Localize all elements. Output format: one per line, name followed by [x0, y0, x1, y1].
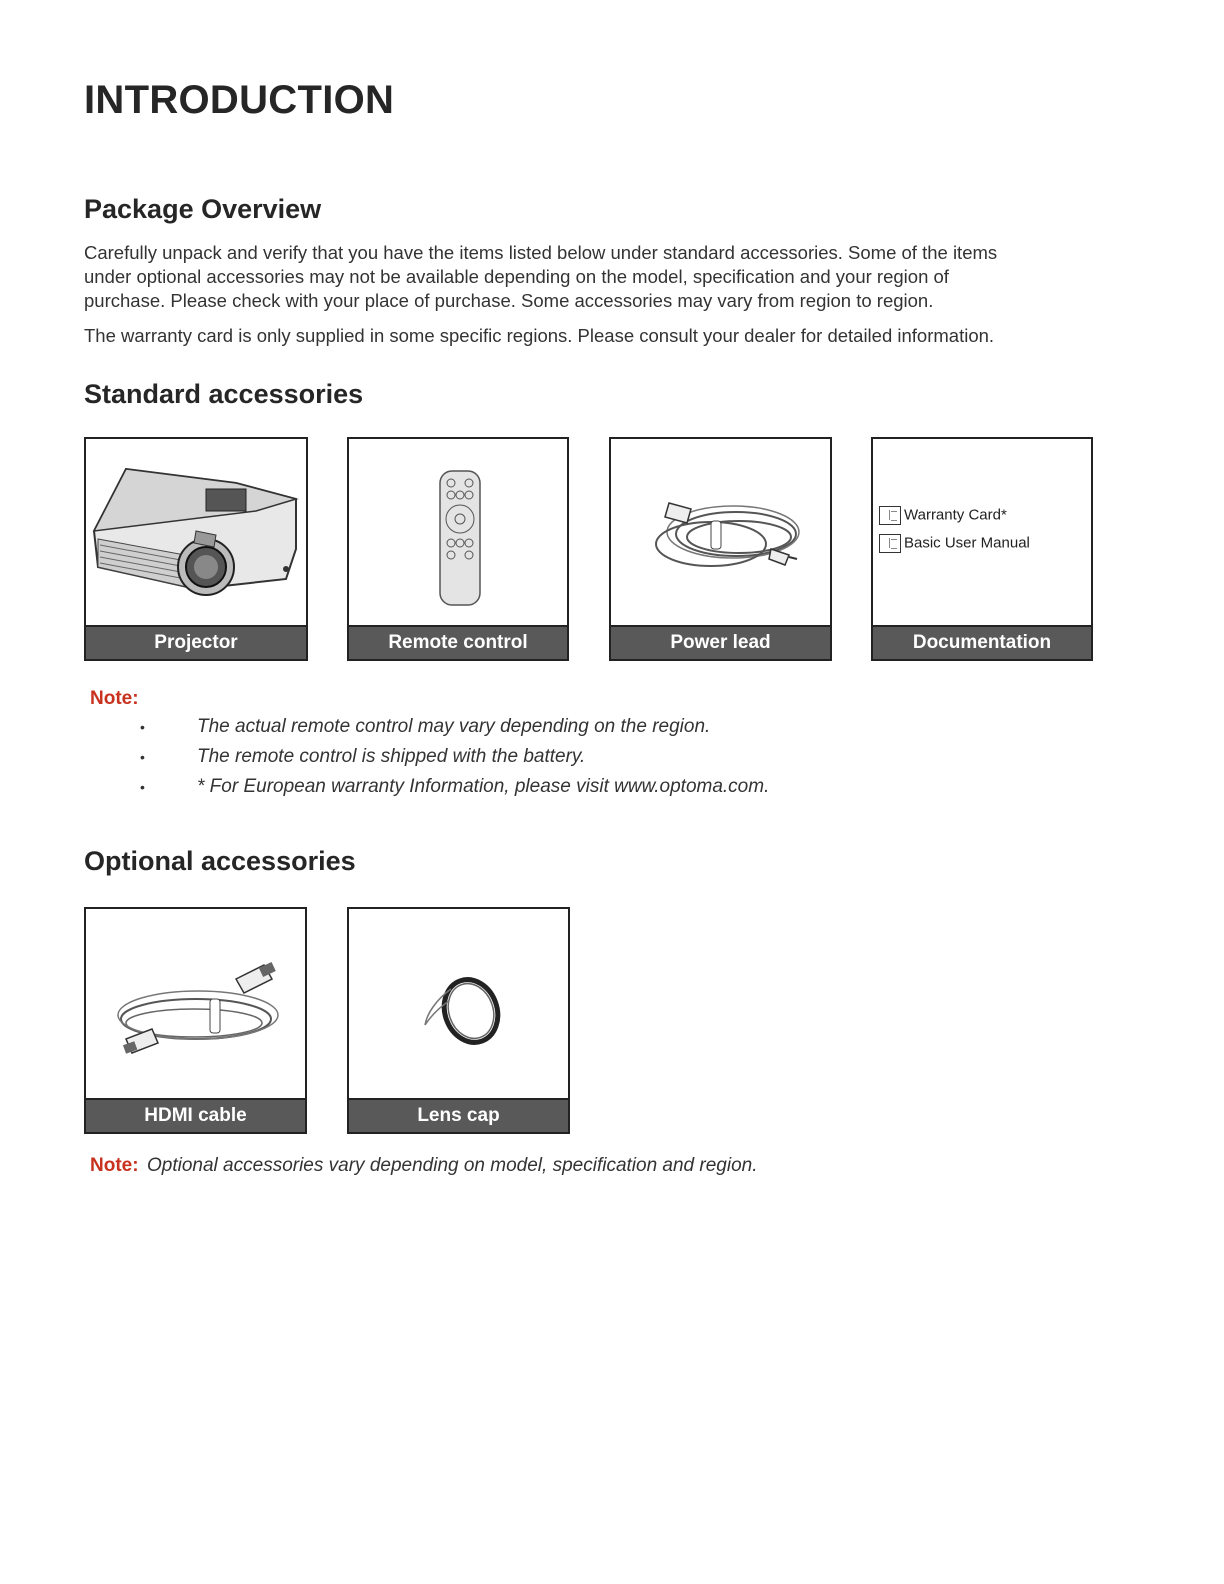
hdmi-cable-caption: HDMI cable [86, 1098, 305, 1132]
note-item-1: The actual remote control may vary depending on the region. [197, 716, 711, 737]
power-lead-caption: Power lead [611, 625, 830, 659]
document-icon [879, 534, 901, 553]
optional-accessories-heading: Optional accessories [84, 846, 356, 876]
package-overview-paragraph [84, 241, 1144, 313]
overview-line-3: purchase. Please check with your place of purchase. Some accessories may vary from region to region. [84, 290, 934, 311]
bullet-1: • [140, 719, 145, 735]
lens-cap-image [349, 909, 568, 1100]
doc-basic-manual [879, 534, 1030, 553]
remote-control-caption: Remote control [349, 625, 567, 659]
optional-note [90, 1155, 758, 1177]
standard-notes-list [140, 716, 1040, 806]
card-projector [84, 437, 308, 661]
documentation-image [873, 439, 1091, 627]
card-lens-cap [347, 907, 570, 1134]
standard-note-label: Note: [90, 688, 139, 709]
power-lead-image [611, 439, 830, 627]
lens-cap-caption: Lens cap [349, 1098, 568, 1132]
doc-warranty-label: Warranty Card* [904, 506, 1007, 524]
remote-control-image [349, 439, 567, 627]
bullet-3: • [140, 779, 145, 795]
note-item-2: The remote control is shipped with the battery. [197, 746, 586, 767]
document-icon [879, 506, 901, 525]
hdmi-cable-image [86, 909, 305, 1100]
overview-line-2: under optional accessories may not be available depending on the model, specification and your region of [84, 266, 949, 287]
card-power-lead [609, 437, 832, 661]
standard-accessories-heading: Standard accessories [84, 379, 364, 409]
warranty-paragraph: The warranty card is only supplied in some specific regions. Please consult your dealer for detailed information. [84, 325, 995, 346]
overview-line-1: Carefully unpack and verify that you have the items listed below under standard accessories. Some of the items [84, 242, 998, 263]
documentation-caption: Documentation [873, 625, 1091, 659]
doc-warranty-card [879, 506, 1007, 525]
bullet-2: • [140, 749, 145, 765]
card-hdmi-cable [84, 907, 307, 1134]
card-remote-control [347, 437, 569, 661]
note-item-3: * For European warranty Information, please visit www.optoma.com. [197, 776, 770, 797]
optional-note-label: Note: [90, 1155, 139, 1176]
doc-manual-label: Basic User Manual [904, 534, 1030, 552]
page-title: INTRODUCTION [84, 78, 395, 122]
projector-caption: Projector [86, 625, 306, 659]
projector-image [86, 439, 306, 627]
card-documentation [871, 437, 1093, 661]
package-overview-heading: Package Overview [84, 194, 322, 224]
optional-note-text: Optional accessories vary depending on model, specification and region. [147, 1155, 758, 1176]
